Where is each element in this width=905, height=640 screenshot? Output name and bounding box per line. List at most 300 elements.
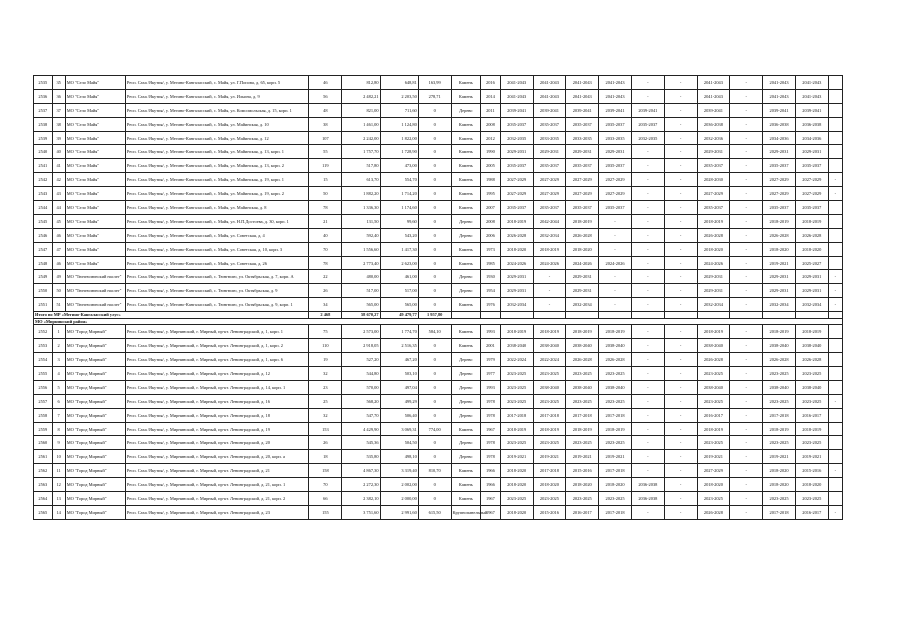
total-area-cell: 517,80 [342, 159, 380, 173]
total-area-cell: 1 757,70 [342, 145, 380, 159]
repair-period-cell-p1: 2019-2021 [500, 450, 533, 464]
total-area-cell: 568,20 [342, 394, 380, 408]
repair-period-cell-p7: 2018-2019 [697, 214, 730, 228]
repair-period-cell-p6: - [664, 367, 697, 381]
repair-period-cell-p10: 2023-2025 [795, 367, 828, 381]
repair-period-cell-p5: - [631, 298, 664, 312]
nonliving-area-cell: 0 [418, 436, 451, 450]
wall-material-cell: Дерево [451, 270, 481, 284]
repair-period-cell-p4: 2027-2029 [599, 187, 632, 201]
table-row [34, 298, 843, 312]
summary-empty-cell [500, 312, 533, 319]
repair-period-cell-p5: - [631, 339, 664, 353]
register-sheet [33, 75, 843, 520]
repair-period-cell-p9: 2019-2021 [763, 256, 796, 270]
table-row [34, 325, 843, 339]
index-cell: 35 [52, 76, 65, 90]
year-cell: 1966 [481, 464, 501, 478]
year-cell: 1967 [481, 492, 501, 506]
table-row [34, 450, 843, 464]
repair-period-cell-p3: 2029-2031 [566, 145, 599, 159]
repair-period-cell-p1: 2018-2019 [500, 422, 533, 436]
row-number-cell: 2552 [34, 325, 53, 339]
municipality-cell: МО "Город Мирный" [65, 325, 125, 339]
repair-period-cell-p8: - [730, 380, 763, 394]
repair-period-cell-p10: 2038-2040 [795, 380, 828, 394]
count-cell: 75 [309, 325, 342, 339]
repair-period-cell-p4: 2038-2040 [599, 380, 632, 394]
repair-period-cell-p5: - [631, 464, 664, 478]
municipality-cell: МО "Село Майя" [65, 256, 125, 270]
nonliving-area-cell: 0 [418, 478, 451, 492]
repair-period-cell-p10: 2029-2031 [795, 270, 828, 284]
count-cell: 32 [309, 367, 342, 381]
address-cell: Респ. Саха /Якутия/, у. Мегино-Кангаласский, с. Майя, ул. Майинская, д. 8 [125, 201, 309, 215]
table-row [34, 173, 843, 187]
repair-period-cell-p5: - [631, 242, 664, 256]
repair-period-cell-p4: 2035-2037 [599, 201, 632, 215]
repair-period-cell-p6: - [664, 394, 697, 408]
repair-period-cell-p9: 2018-2020 [763, 464, 796, 478]
living-area-cell: 2 623,00 [380, 256, 418, 270]
nonliving-area-cell: 0 [418, 256, 451, 270]
count-cell: 78 [309, 201, 342, 215]
count-cell: 26 [309, 436, 342, 450]
repair-period-cell-p6: - [664, 103, 697, 117]
wall-material-cell: Камень [451, 464, 481, 478]
repair-period-cell-p4: 2026-2028 [599, 353, 632, 367]
address-cell: Респ. Саха /Якутия/, у. Мегино-Кангаласский, с. Майя, ул. Г.Попова, д. 65, корп. 5 [125, 76, 309, 90]
row-number-cell: 2558 [34, 408, 53, 422]
total-area-cell: 3 751,60 [342, 505, 380, 519]
row-number-cell: 2565 [34, 505, 53, 519]
repair-period-cell-p7: 2029-2031 [697, 145, 730, 159]
address-cell: Респ. Саха /Якутия/, у. Мирнинский, г. Мирный, пр-кт. Ленинградский, д. 14, корп. 1 [125, 380, 309, 394]
count-cell: 158 [309, 464, 342, 478]
count-cell: 48 [309, 103, 342, 117]
municipality-cell: МО "Село Майя" [65, 159, 125, 173]
index-cell: 7 [52, 408, 65, 422]
repair-period-cell-p3: 2041-2043 [566, 76, 599, 90]
table-row [34, 464, 843, 478]
repair-period-cell-p7: 2018-2020 [697, 242, 730, 256]
repair-period-cell-p2: 2017-2018 [533, 408, 566, 422]
repair-period-cell-p9: 2023-2025 [763, 394, 796, 408]
count-cell: 32 [309, 408, 342, 422]
total-area-cell: 565,00 [342, 298, 380, 312]
row-number-cell: 2541 [34, 159, 53, 173]
repair-period-cell-p11 [828, 380, 842, 394]
address-cell: Респ. Саха /Якутия/, у. Мегино-Кангаласский, с. Майя, ул. Н.П.Достоева, д. 30, корп. 1 [125, 214, 309, 228]
repair-period-cell-p5: - [631, 353, 664, 367]
repair-period-cell-p3: 2015-2016 [566, 464, 599, 478]
repair-period-cell-p7: 2018-2020 [697, 478, 730, 492]
count-cell: 46 [309, 76, 342, 90]
repair-period-cell-p5: - [631, 408, 664, 422]
count-cell: 56 [309, 89, 342, 103]
group-heading-row [34, 318, 843, 325]
repair-period-cell-p2: 2024-2026 [533, 256, 566, 270]
summary-empty-cell [631, 312, 664, 319]
repair-period-cell-p11 [828, 145, 842, 159]
repair-period-cell-p6: - [664, 117, 697, 131]
repair-period-cell-p2: 2041-2043 [533, 89, 566, 103]
living-area-cell: 2 000,00 [380, 492, 418, 506]
municipality-cell: МО "Город Мирный" [65, 394, 125, 408]
repair-period-cell-p11 [828, 256, 842, 270]
count-cell: 22 [309, 270, 342, 284]
summary-empty-cell [481, 312, 501, 319]
repair-period-cell-p8: - [730, 256, 763, 270]
repair-period-cell-p10: 2018-2020 [795, 242, 828, 256]
repair-period-cell-p9: 2034-2036 [763, 131, 796, 145]
index-cell: 40 [52, 145, 65, 159]
summary-label: Итого по МР «Мегино-Кангаласский улус» [34, 312, 309, 319]
wall-material-cell: Камень [451, 325, 481, 339]
count-cell: 15 [309, 173, 342, 187]
repair-period-cell-p9: 2035-2037 [763, 159, 796, 173]
repair-period-cell-p1: 2029-2031 [500, 145, 533, 159]
living-area-cell: 2 991,60 [380, 505, 418, 519]
repair-period-cell-p5: - [631, 380, 664, 394]
repair-period-cell-p8: - [730, 117, 763, 131]
living-area-cell: 467,20 [380, 353, 418, 367]
nonliving-area-cell: 0 [418, 131, 451, 145]
index-cell: 49 [52, 270, 65, 284]
repair-period-cell-p7: 2026-2028 [697, 353, 730, 367]
repair-period-cell-p7: 2016-2017 [697, 408, 730, 422]
year-cell: 2014 [481, 89, 501, 103]
repair-period-cell-p7: 2023-2025 [697, 367, 730, 381]
repair-period-cell-p4: 2023-2025 [599, 394, 632, 408]
repair-period-cell-p2: 2042-2044 [533, 214, 566, 228]
nonliving-area-cell: 0 [418, 492, 451, 506]
repair-period-cell-p7: 2026-2028 [697, 228, 730, 242]
wall-material-cell: Дерево [451, 394, 481, 408]
summary-empty-cell [795, 312, 828, 319]
year-cell: 1978 [481, 394, 501, 408]
repair-period-cell-p2: 2038-2040 [533, 380, 566, 394]
repair-period-cell-p7: 2035-2037 [697, 201, 730, 215]
address-cell: Респ. Саха /Якутия/, у. Мирнинский, г. Мирный, пр-кт. Ленинградский, д. 16 [125, 394, 309, 408]
repair-period-cell-p10: 2027-2029 [795, 173, 828, 187]
repair-period-cell-p1: 2027-2029 [500, 187, 533, 201]
count-cell: 153 [309, 422, 342, 436]
repair-period-cell-p10: 2039-2041 [795, 103, 828, 117]
table-row [34, 394, 843, 408]
repair-period-cell-p11: - [828, 394, 842, 408]
repair-period-cell-p5: - [631, 394, 664, 408]
repair-period-cell-p10: 2016-2017 [795, 505, 828, 519]
index-cell: 42 [52, 173, 65, 187]
repair-period-cell-p11 [828, 201, 842, 215]
municipality-cell: МО "Тюнгюлюнский наслег" [65, 270, 125, 284]
repair-period-cell-p11 [828, 450, 842, 464]
repair-period-cell-p3: 2019-2021 [566, 450, 599, 464]
repair-period-cell-p6: - [664, 201, 697, 215]
year-cell: 2005 [481, 159, 501, 173]
repair-period-cell-p2: 2039-2041 [533, 103, 566, 117]
repair-period-cell-p10: 2023-2025 [795, 436, 828, 450]
repair-period-cell-p2: 2023-2025 [533, 367, 566, 381]
summary-empty-cell [451, 312, 481, 319]
repair-period-cell-p9: 2027-2029 [763, 187, 796, 201]
municipality-cell: МО "Село Майя" [65, 173, 125, 187]
repair-period-cell-p4: 2027-2029 [599, 173, 632, 187]
year-cell: 1973 [481, 242, 501, 256]
living-area-cell: 565,00 [380, 298, 418, 312]
living-area-cell: 461,00 [380, 270, 418, 284]
wall-material-cell: Камень [451, 339, 481, 353]
row-number-cell: 2556 [34, 380, 53, 394]
summary-count: 2 468 [309, 312, 342, 319]
address-cell: Респ. Саха /Якутия/, у. Мегино-Кангаласский, с. Майя, ул. Майинская, д. 10 [125, 117, 309, 131]
index-cell: 46 [52, 256, 65, 270]
repair-period-cell-p10: 2018-2019 [795, 422, 828, 436]
total-area-cell: 1 556,60 [342, 242, 380, 256]
wall-material-cell: Камень [451, 298, 481, 312]
table-row [34, 131, 843, 145]
repair-period-cell-p10: 2029-2031 [795, 145, 828, 159]
repair-period-cell-p1: 2023-2025 [500, 394, 533, 408]
repair-period-cell-p5: - [631, 256, 664, 270]
count-cell: 26 [309, 284, 342, 298]
repair-period-cell-p7: 2023-2025 [697, 394, 730, 408]
repair-period-cell-p3: 2023-2025 [566, 394, 599, 408]
housing-register-table [33, 75, 843, 520]
count-cell: 78 [309, 256, 342, 270]
living-area-cell: 503,10 [380, 367, 418, 381]
row-number-cell: 2537 [34, 103, 53, 117]
repair-period-cell-p10: 2026-2028 [795, 228, 828, 242]
nonliving-area-cell: 0 [418, 145, 451, 159]
living-area-cell: 99,60 [380, 214, 418, 228]
municipality-cell: МО "Город Мирный" [65, 422, 125, 436]
repair-period-cell-p1: 2035-2037 [500, 117, 533, 131]
living-area-cell: 2 203,50 [380, 89, 418, 103]
address-cell: Респ. Саха /Якутия/, у. Мегино-Кангаласский, с. Майя, ул. Советская, д. 26 [125, 256, 309, 270]
wall-material-cell: Дерево [451, 367, 481, 381]
total-area-cell: 544,80 [342, 367, 380, 381]
repair-period-cell-p1: 2022-2024 [500, 353, 533, 367]
year-cell: 2011 [481, 103, 501, 117]
repair-period-cell-p3: 2033-2035 [566, 131, 599, 145]
living-area-cell: 1 822,00 [380, 131, 418, 145]
index-cell: 1 [52, 325, 65, 339]
index-cell: 4 [52, 367, 65, 381]
repair-period-cell-p8: - [730, 270, 763, 284]
repair-period-cell-p10: 2027-2029 [795, 187, 828, 201]
repair-period-cell-p3: 2018-2020 [566, 242, 599, 256]
repair-period-cell-p6: - [664, 298, 697, 312]
wall-material-cell: Камень [451, 201, 481, 215]
repair-period-cell-p8: - [730, 464, 763, 478]
repair-period-cell-p5: - [631, 284, 664, 298]
repair-period-cell-p3: 2039-2041 [566, 103, 599, 117]
repair-period-cell-p3: 2023-2025 [566, 492, 599, 506]
repair-period-cell-p2: 2027-2029 [533, 187, 566, 201]
repair-period-cell-p1: 2018-2020 [500, 242, 533, 256]
repair-period-cell-p10: 2029-2031 [795, 284, 828, 298]
nonliving-area-cell: 0 [418, 228, 451, 242]
total-area-cell: 2 918,05 [342, 339, 380, 353]
total-area-cell: 4 867,30 [342, 464, 380, 478]
index-cell: 2 [52, 339, 65, 353]
repair-period-cell-p8: - [730, 187, 763, 201]
municipality-cell: МО "Город Мирный" [65, 436, 125, 450]
repair-period-cell-p5: - [631, 187, 664, 201]
nonliving-area-cell: 0 [418, 408, 451, 422]
nonliving-area-cell: 0 [418, 173, 451, 187]
repair-period-cell-p5: - [631, 214, 664, 228]
repair-period-cell-p9: 2038-2040 [763, 380, 796, 394]
nonliving-area-cell: 0 [418, 394, 451, 408]
repair-period-cell-p3: 2029-2031 [566, 270, 599, 284]
year-cell: 1977 [481, 367, 501, 381]
wall-material-cell: Камень [451, 159, 481, 173]
repair-period-cell-p1: 2035-2037 [500, 201, 533, 215]
total-area-cell: 480,00 [342, 270, 380, 284]
address-cell: Респ. Саха /Якутия/, у. Мирнинский, г. Мирный, пр-кт. Ленинградский, д. 21, корп. 2 [125, 492, 309, 506]
summary-empty-cell [533, 312, 566, 319]
repair-period-cell-p4: - [599, 214, 632, 228]
nonliving-area-cell: 0 [418, 159, 451, 173]
repair-period-cell-p6: - [664, 270, 697, 284]
year-cell: 2006 [481, 228, 501, 242]
index-cell: 44 [52, 201, 65, 215]
summary-empty-cell [566, 312, 599, 319]
repair-period-cell-p2: 2019-2021 [533, 450, 566, 464]
repair-period-cell-p10: 2023-2025 [795, 492, 828, 506]
table-row [34, 408, 843, 422]
repair-period-cell-p10: 2023-2025 [795, 394, 828, 408]
year-cell: 1966 [481, 478, 501, 492]
summary-empty-cell [763, 312, 796, 319]
repair-period-cell-p2: - [533, 298, 566, 312]
municipality-cell: МО "Город Мирный" [65, 353, 125, 367]
municipality-cell: МО "Село Майя" [65, 145, 125, 159]
table-row [34, 214, 843, 228]
repair-period-cell-p7: 2039-2041 [697, 103, 730, 117]
address-cell: Респ. Саха /Якутия/, у. Мегино-Кангаласский, с. Майя, ул. Майинская, д. 19, корп. 2 [125, 187, 309, 201]
repair-period-cell-p2: 2041-2043 [533, 76, 566, 90]
row-number-cell: 2535 [34, 76, 53, 90]
wall-material-cell: Камень [451, 117, 481, 131]
wall-material-cell: Камень [451, 89, 481, 103]
total-area-cell: 613,70 [342, 173, 380, 187]
repair-period-cell-p2: 2029-2031 [533, 145, 566, 159]
count-cell: 21 [309, 214, 342, 228]
living-area-cell: 3 319,40 [380, 464, 418, 478]
repair-period-cell-p8: - [730, 103, 763, 117]
table-row [34, 187, 843, 201]
repair-period-cell-p11 [828, 436, 842, 450]
table-row [34, 103, 843, 117]
repair-period-cell-p2: 2017-2018 [533, 464, 566, 478]
repair-period-cell-p1: 2038-2040 [500, 339, 533, 353]
repair-period-cell-p7: 2035-2037 [697, 159, 730, 173]
table-row [34, 284, 843, 298]
repair-period-cell-p11 [828, 422, 842, 436]
municipality-cell: МО "Село Майя" [65, 201, 125, 215]
row-number-cell: 2563 [34, 478, 53, 492]
count-cell: 66 [309, 492, 342, 506]
wall-material-cell: Крупнопанельный [451, 505, 481, 519]
repair-period-cell-p3: 2035-2037 [566, 117, 599, 131]
repair-period-cell-p3: 2026-2028 [566, 228, 599, 242]
municipality-cell: МО "Село Майя" [65, 228, 125, 242]
table-row [34, 201, 843, 215]
row-number-cell: 2553 [34, 339, 53, 353]
repair-period-cell-p3: 2024-2026 [566, 256, 599, 270]
repair-period-cell-p1: 2039-2041 [500, 103, 533, 117]
index-cell: 10 [52, 450, 65, 464]
repair-period-cell-p8: - [730, 173, 763, 187]
repair-period-cell-p7: 2041-2043 [697, 76, 730, 90]
wall-material-cell: Дерево [451, 436, 481, 450]
repair-period-cell-p6: - [664, 159, 697, 173]
repair-period-cell-p2: 2023-2025 [533, 394, 566, 408]
municipality-cell: МО "Город Мирный" [65, 478, 125, 492]
municipality-cell: МО "Село Майя" [65, 131, 125, 145]
row-number-cell: 2536 [34, 89, 53, 103]
nonliving-area-cell: 0 [418, 284, 451, 298]
count-cell: 25 [309, 394, 342, 408]
index-cell: 45 [52, 214, 65, 228]
row-number-cell: 2555 [34, 367, 53, 381]
repair-period-cell-p8: - [730, 436, 763, 450]
nonliving-area-cell: 0 [418, 270, 451, 284]
repair-period-cell-p3: 2018-2019 [566, 214, 599, 228]
repair-period-cell-p7: 2032-2034 [697, 298, 730, 312]
repair-period-cell-p10: 2018-2019 [795, 214, 828, 228]
repair-period-cell-p5: - [631, 201, 664, 215]
nonliving-area-cell: 0 [418, 117, 451, 131]
repair-period-cell-p9: 2017-2018 [763, 505, 796, 519]
table-row [34, 380, 843, 394]
repair-period-cell-p7: 2026-2028 [697, 505, 730, 519]
repair-period-cell-p6: - [664, 492, 697, 506]
year-cell: 1985 [481, 256, 501, 270]
address-cell: Респ. Саха /Якутия/, у. Мегино-Кангаласский, с. Тюнгюлю, ул. Октябрьская, д. 9, корп. 1 [125, 298, 309, 312]
repair-period-cell-p4: 2018-2019 [599, 422, 632, 436]
repair-period-cell-p8: - [730, 76, 763, 90]
address-cell: Респ. Саха /Якутия/, у. Мирнинский, г. Мирный, пр-кт. Ленинградский, д. 18 [125, 408, 309, 422]
repair-period-cell-p4: 2033-2035 [599, 131, 632, 145]
repair-period-cell-p5: - [631, 436, 664, 450]
year-cell: 1993 [481, 380, 501, 394]
repair-period-cell-p10: 2035-2037 [795, 201, 828, 215]
repair-period-cell-p6: - [664, 380, 697, 394]
repair-period-cell-p8: - [730, 325, 763, 339]
wall-material-cell: Камень [451, 187, 481, 201]
repair-period-cell-p6: - [664, 173, 697, 187]
repair-period-cell-p2: - [533, 284, 566, 298]
repair-period-cell-p10: 2041-2043 [795, 76, 828, 90]
repair-period-cell-p3: 2027-2029 [566, 187, 599, 201]
repair-period-cell-p10: 2034-2036 [795, 131, 828, 145]
year-cell: 1978 [481, 436, 501, 450]
repair-period-cell-p1: 2029-2031 [500, 270, 533, 284]
nonliving-area-cell: 0 [418, 380, 451, 394]
repair-period-cell-p7: 2027-2029 [697, 187, 730, 201]
repair-period-cell-p5: - [631, 173, 664, 187]
repair-period-cell-p8: - [730, 201, 763, 215]
repair-period-cell-p5: - [631, 325, 664, 339]
group-heading: МО «Мирнинский район» [34, 318, 843, 325]
year-cell: 2008 [481, 214, 501, 228]
year-cell: 1930 [481, 270, 501, 284]
